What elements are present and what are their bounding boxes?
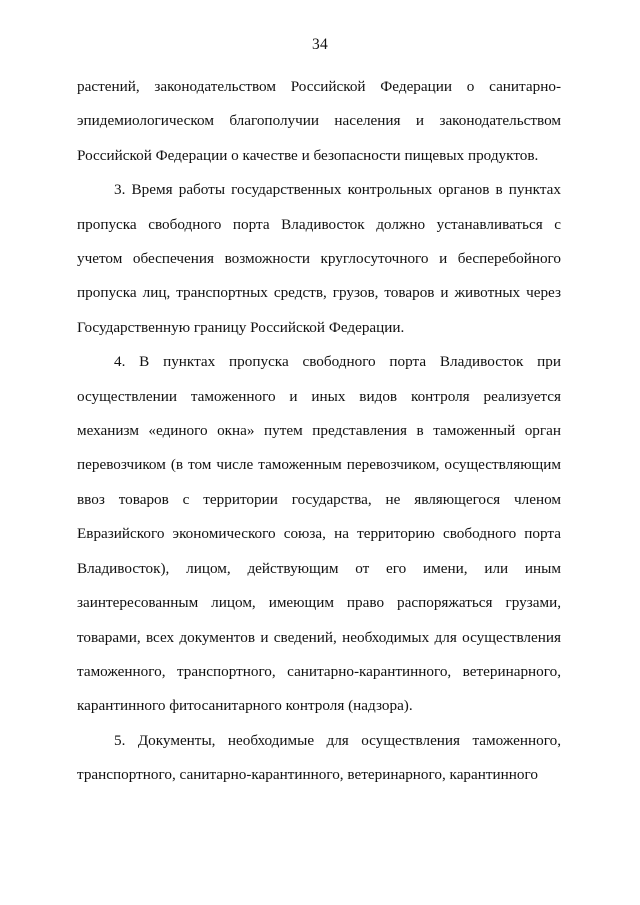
- paragraph-4: 4. В пунктах пропуска свободного порта Владивосток при осуществлении таможенного и иных видов контроля реализуется механизм «единого окна» путем представления в таможенный орган перевозчиком (в том числе таможенным перевозчиком, осуществляющим ввоз товаров с территории государства, не являющегося членом Евразийского экономического союза, на территорию свободного порта Владивосток), лицом, действующим от его имени, или иным заинтересованным лицом, имеющим право распоряжаться грузами, товарами, всех документов и сведений, необходимых для осуществления таможенного, транспортного, санитарно-карантинного, ветеринарного, карантинного фитосанитарного контроля (надзора).: [77, 353, 561, 715]
- paragraph-3: 3. Время работы государственных контрольных органов в пунктах пропуска свободного порта Владивосток должно устанавливаться с учетом обеспечения возможности круглосуточного и бесперебойного пропуска лиц, транспортных средств, грузов, товаров и животных через Государственную границу Российской Федерации.: [77, 181, 561, 336]
- paragraph-continuation: растений, законодательством Российской Федерации о санитарно-эпидемиологическом благополучии населения и законодательством Российской Федерации о качестве и безопасности пищевых продуктов.: [77, 78, 561, 164]
- paragraph-5: 5. Документы, необходимые для осуществления таможенного, транспортного, санитарно-карантинного, ветеринарного, карантинного: [77, 731, 561, 784]
- document-body: [77, 70, 561, 793]
- page-number: 34: [311, 36, 329, 53]
